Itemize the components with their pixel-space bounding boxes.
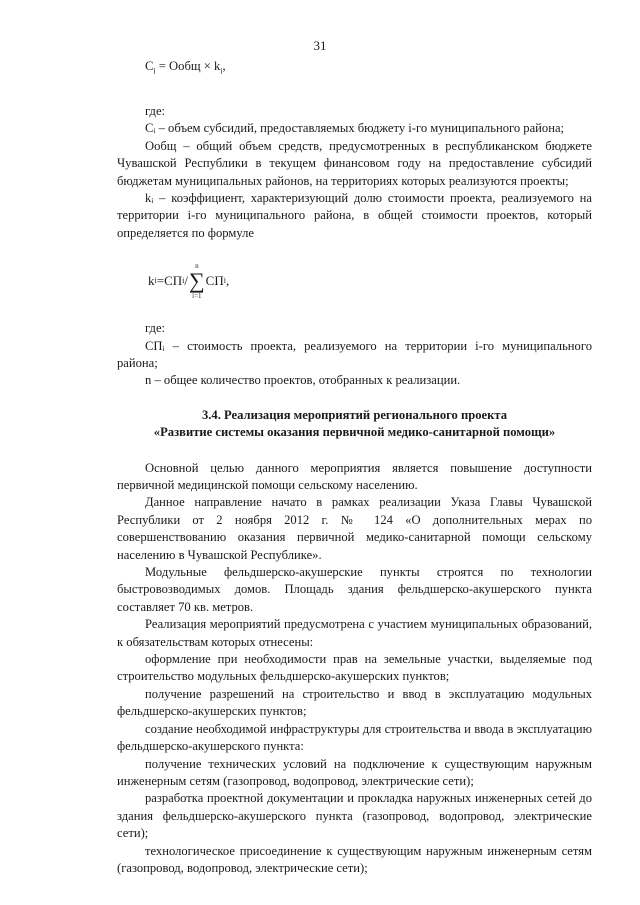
definition: Cᵢ – объем субсидий, предоставляемых бюджету i-го муниципального района; [145, 121, 565, 136]
sum-operator [189, 262, 205, 300]
body-paragraph: Реализация мероприятий предусмотрена с участием муниципальных образований, к обязательствам которых отнесены: [117, 617, 592, 649]
definition: Ообщ – общий объем средств, предусмотренных в республиканском бюджете Чувашской Республики в текущем финансовом году на предоставление субсидий бюджетам муниципальных районов, на территориях которых реализуются проекты; [117, 138, 592, 188]
where-label: где: [145, 321, 166, 336]
body-paragraph: технологическое присоединение к существующим наружным инженерным сетям (газопровод, водопровод, электрические сети); [117, 843, 592, 875]
formula-tail: , [222, 59, 226, 73]
sum-lower-limit: i=1 [192, 292, 202, 301]
where-label: где: [145, 103, 166, 118]
body-paragraph: разработка проектной документации и прокладка наружных инженерных сетей до здания фельдшерско-акушерского пункта (газопровод, водопровод, электрические сети); [117, 791, 592, 841]
formula2-lhs: k [148, 273, 155, 289]
formula2-slash: / [184, 273, 188, 289]
page-number: 31 [313, 38, 327, 53]
body-paragraph: Модульные фельдшерско-акушерские пункты строятся по технологии быстровозводимых домов. Площадь здания фельдшерско-акушерского пункта составляет 70 кв. метров. [117, 565, 592, 614]
formula2-tail: , [225, 273, 230, 289]
formula-lhs: C [145, 59, 154, 73]
body-paragraph: создание необходимой инфраструктуры для строительства и ввода в эксплуатацию фельдшерско-акушерского пункта: [117, 721, 592, 754]
definition: n – общее количество проектов, отобранных к реализации. [145, 373, 461, 388]
formula-lhs-sub: i [153, 66, 156, 76]
section-heading: 3.4. Реализация мероприятий регионального проекта [201, 407, 508, 422]
subsidy-formula [117, 58, 592, 80]
formula2-numerator-sub: i [182, 276, 185, 286]
body-paragraph: Данное направление начато в рамках реализации Указа Главы Чувашской Республики от 2 ноября 2012 г. № 124 «О дополнительных мерах по совершенствованию оказания первичной медико-санитарной помощи сельскому населению в Чувашской Республике». [117, 495, 592, 562]
sigma-symbol: ∑ [188, 268, 205, 294]
body-paragraph: оформление при необходимости прав на земельные участки, выделяемые под строительство модульных фельдшерско-акушерских пунктов; [117, 652, 592, 684]
formula2-denominator: СП [205, 273, 224, 289]
sum-upper-limit: n [195, 262, 199, 271]
formula-rhs: = Ообщ × k [158, 59, 221, 73]
formula2-lhs-sub: i [154, 276, 157, 286]
body-paragraph: Основной целью данного мероприятия является повышение доступности первичной медицинской помощи сельскому населению. [117, 460, 592, 493]
section-subheading: «Развитие системы оказания первичной медико-санитарной помощи» [153, 425, 556, 440]
formula-rhs-sub: i [220, 66, 223, 76]
body-paragraph: получение технических условий на подключение к существующим наружным инженерным сетям (газопровод, водопровод, электрические сети); [117, 756, 592, 788]
page-text [117, 58, 592, 877]
definition: СПᵢ – стоимость проекта, реализуемого на территории i-го муниципального района; [117, 338, 592, 370]
coefficient-formula [148, 254, 592, 308]
formula2-numerator: =СП [156, 273, 183, 289]
formula2-denominator-sub: i [223, 276, 226, 286]
definition: kᵢ – коэффициент, характеризующий долю стоимости проекта, реализуемого на территории i-го муниципального района, в общей стоимости проектов, который определяется по формуле [117, 190, 592, 240]
body-paragraph: получение разрешений на строительство и ввод в эксплуатацию модульных фельдшерско-акушерских пунктов; [117, 686, 592, 719]
